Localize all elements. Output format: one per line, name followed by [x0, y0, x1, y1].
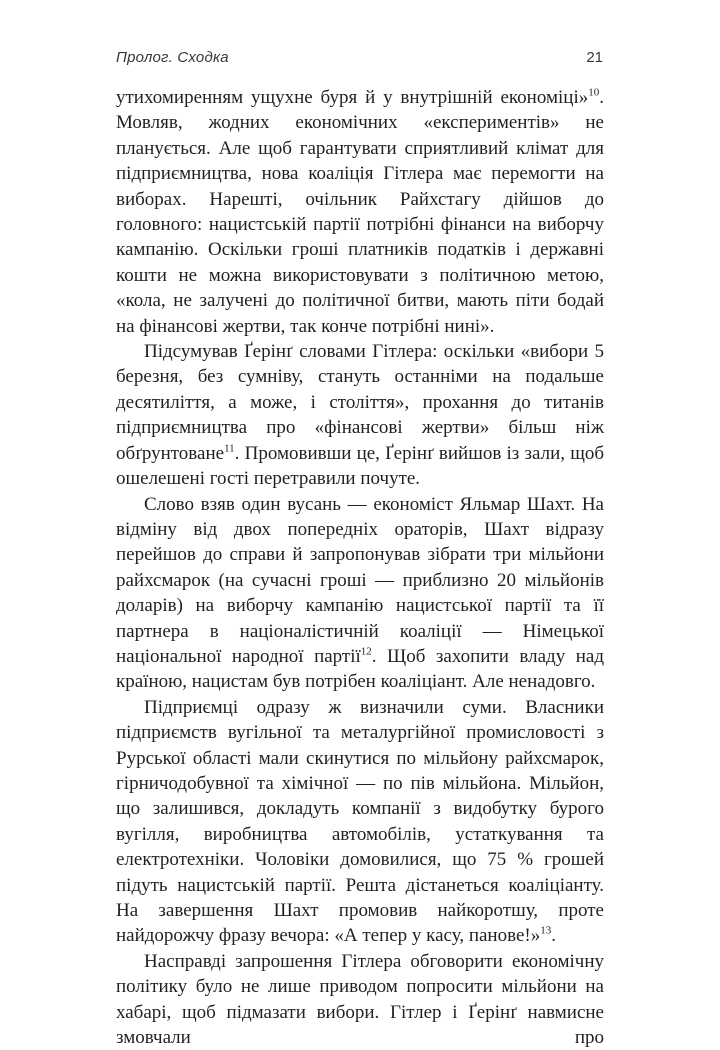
paragraph-3 — [116, 492, 604, 695]
footnote-ref-10[interactable]: 10 — [588, 86, 600, 99]
paragraph-2 — [116, 339, 604, 491]
text-run: . Щоб захопити владу над країною, нацистам був потрібен коаліціант. Але ненадовго. — [116, 645, 604, 693]
paragraph-1 — [116, 85, 604, 339]
footnote-ref-12[interactable]: 12 — [360, 645, 372, 658]
page-number: 21 — [586, 49, 603, 66]
text-run: Підприємці одразу ж визначили суми. Власники підприємств вугільної та металургійної промисловості з Рурської області мали скинутися по мільйону райхсмарок, гірничодобувної та хімічної — по пів мільйона. Мільйон, що залишився, докладуть компанії з видобутку бурого вугілля, виробництва автомобілів, устаткування та електротехніки. Чоловіки домовилися, що 75 % грошей підуть нацистській партії. Решта дістанеться коаліціанту. На завершення Шахт промовив найкоротшу, проте найдорожчу фразу вечора: «А тепер у касу, панове!» — [116, 696, 604, 947]
body-text — [116, 85, 604, 1050]
footnote-ref-11[interactable]: 11 — [224, 442, 235, 455]
text-run: утихомиренням ущухне буря й у внутрішній економіці» — [116, 87, 589, 108]
text-run: . Промовивши це, Ґерінґ вийшов із зали, щоб ошелешені гості перетравили почуте. — [116, 442, 604, 490]
paragraph-5 — [116, 949, 604, 1050]
footnote-ref-13[interactable]: 13 — [540, 925, 552, 938]
text-run: Насправді запрошення Гітлера обговорити економічну політику було не лише приводом попросити мільйони на хабарі, щоб підмазати вибори. Гітлер і Ґерінґ навмисне змовчали про — [116, 950, 604, 1049]
text-run: . Мовляв, жодних економічних «експериментів» не планується. Але щоб гарантувати сприятливий клімат для підприємництва, нова коаліція Гітлера має перемогти на виборах. Нарешті, очільник Райхстагу дійшов до головного: нацистській партії потрібні фінанси на виборчу кампанію. Оскільки гроші платників податків і державні кошти не можна використовувати з політичною метою, «кола, не залучені до політичної битви, мають піти бодай на фінансові жертви, так конче потрібні нині». — [116, 87, 604, 337]
text-run: Підсумував Ґерінґ словами Гітлера: оскільки «вибори 5 березня, без сумніву, стануть останніми на подальше десятиліття, а може, і століття», прохання до титанів підприємництва про «фінансові жертви» більш ніж обґрунтоване — [116, 341, 604, 464]
running-title: Пролог. Сходка — [116, 49, 229, 66]
paragraph-4 — [116, 695, 604, 949]
text-run: Слово взяв один вусань — економіст Яльмар Шахт. На відміну від двох попередніх ораторів, Шахт відразу перейшов до справи й запропонував зібрати три мільйони райхсмарок (на сучасні гроші — приблизно 20 мільйонів доларів) на виборчу кампанію нацистської партії та її партнера в націоналістичній коаліції — Німецької національної народної партії — [116, 493, 604, 667]
text-run: . — [551, 925, 556, 947]
